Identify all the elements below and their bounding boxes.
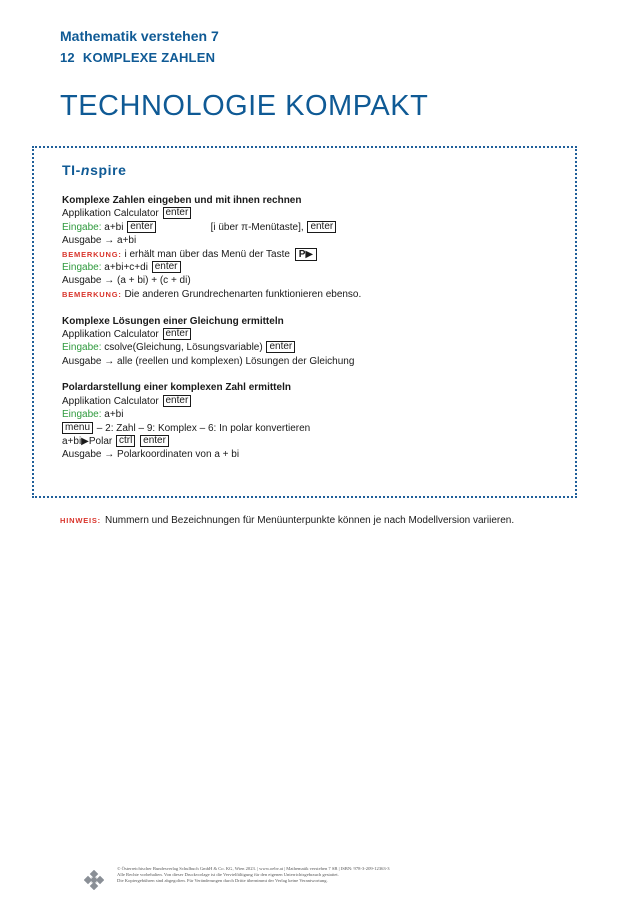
publisher-logo-icon <box>84 870 104 895</box>
instruction-line <box>62 435 567 448</box>
footer-line: © Österreichischer Bundesverlag Schulbuch GmbH & Co. KG, Wien 2023. | www.oebv.at | Mathematik verstehen 7 SB | ISBN: 978-3-209-12363-3 <box>117 866 390 871</box>
line-text: – 2: Zahl – 9: Komplex – 6: In polar konvertieren <box>94 422 311 434</box>
instruction-line <box>62 395 567 408</box>
line-text: a+bi <box>101 409 124 421</box>
enter-key: enter <box>163 395 192 407</box>
eingabe-label: Eingabe: <box>62 261 102 273</box>
output-line: Ausgabe → (a + bi) + (c + di) <box>62 275 191 287</box>
menu-key: menu <box>62 422 93 434</box>
eingabe-label: Eingabe: <box>62 221 102 233</box>
line-text: Applikation Calculator <box>62 328 159 340</box>
line-text: [i über π-Menütaste], <box>210 221 304 233</box>
enter-key: enter <box>266 341 295 353</box>
eingabe-label: Eingabe: <box>62 409 102 421</box>
output-line: Ausgabe → Polarkoordinaten von a + bi <box>62 449 240 461</box>
enter-key: enter <box>127 221 156 233</box>
box-content <box>62 194 567 462</box>
instruction-line <box>62 408 567 421</box>
output-line: Ausgabe → a+bi <box>62 235 137 247</box>
instruction-line <box>62 221 567 234</box>
hint-label: HINWEIS: <box>60 516 101 525</box>
chapter-number: 12 <box>60 50 75 65</box>
chapter-heading <box>60 50 215 65</box>
enter-key: enter <box>152 261 181 273</box>
line-text: a+bi+c+di <box>101 261 148 273</box>
note-label: BEMERKUNG: <box>62 289 122 299</box>
line-text: a+bi <box>101 221 124 233</box>
note-label: BEMERKUNG: <box>62 249 122 259</box>
section-title: Komplexe Zahlen eingeben und mit ihnen rechnen <box>62 195 302 206</box>
line-text: Applikation Calculator <box>62 208 159 220</box>
box-title-prefix: TI- <box>62 162 81 178</box>
line-text: csolve(Gleichung, Lösungsvariable) <box>101 342 263 354</box>
note-line <box>62 248 567 261</box>
footer-line: Alle Rechte vorbehalten. Von dieser Druckvorlage ist die Vervielfältigung für den eigenen Unterrichtsgebrauch gestattet. <box>117 872 339 878</box>
instruction-line <box>62 207 567 220</box>
line-text: Die anderen Grundrechenarten funktionieren ebenso. <box>121 288 362 300</box>
box-title-suffix: spire <box>90 162 127 178</box>
instruction-line <box>62 422 567 435</box>
pi-key: P▶ <box>295 248 317 261</box>
enter-key: enter <box>163 207 192 219</box>
ctrl-key: ctrl <box>116 435 135 447</box>
page-title: TECHNOLOGIE KOMPAKT <box>60 90 429 122</box>
section-title: Komplexe Lösungen einer Gleichung ermitteln <box>62 315 284 327</box>
line-text: a+bi▶Polar <box>62 436 113 448</box>
enter-key: enter <box>307 221 336 233</box>
ti-nspire-box <box>32 146 577 498</box>
hint-text: Nummern und Bezeichnungen für Menüunterpunkte können je nach Modellversion variieren. <box>104 515 515 526</box>
enter-key: enter <box>140 435 169 447</box>
book-title: Mathematik verstehen 7 <box>60 28 219 44</box>
box-title-n: n <box>80 162 91 178</box>
footer-text <box>117 866 390 885</box>
output-line: Ausgabe → alle (reellen und komplexen) Lösungen der Gleichung <box>62 355 355 367</box>
line-text: Applikation Calculator <box>62 395 159 407</box>
footer-line: Die Kopiergebühren sind abgegolten. Für Veränderungen durch Dritte übernimmt der Verlag keine Verantwortung. <box>117 878 328 884</box>
note-line <box>62 288 567 301</box>
box-title <box>62 162 127 178</box>
line-text: i erhält man über das Menü der Taste <box>121 248 290 260</box>
instruction-line <box>62 261 567 274</box>
chapter-title: KOMPLEXE ZAHLEN <box>82 50 216 65</box>
eingabe-label: Eingabe: <box>62 342 102 354</box>
section-title: Polardarstellung einer komplexen Zahl ermitteln <box>62 382 291 394</box>
instruction-line <box>62 328 567 341</box>
hint-note <box>60 515 514 526</box>
instruction-line <box>62 341 567 354</box>
enter-key: enter <box>163 328 192 340</box>
